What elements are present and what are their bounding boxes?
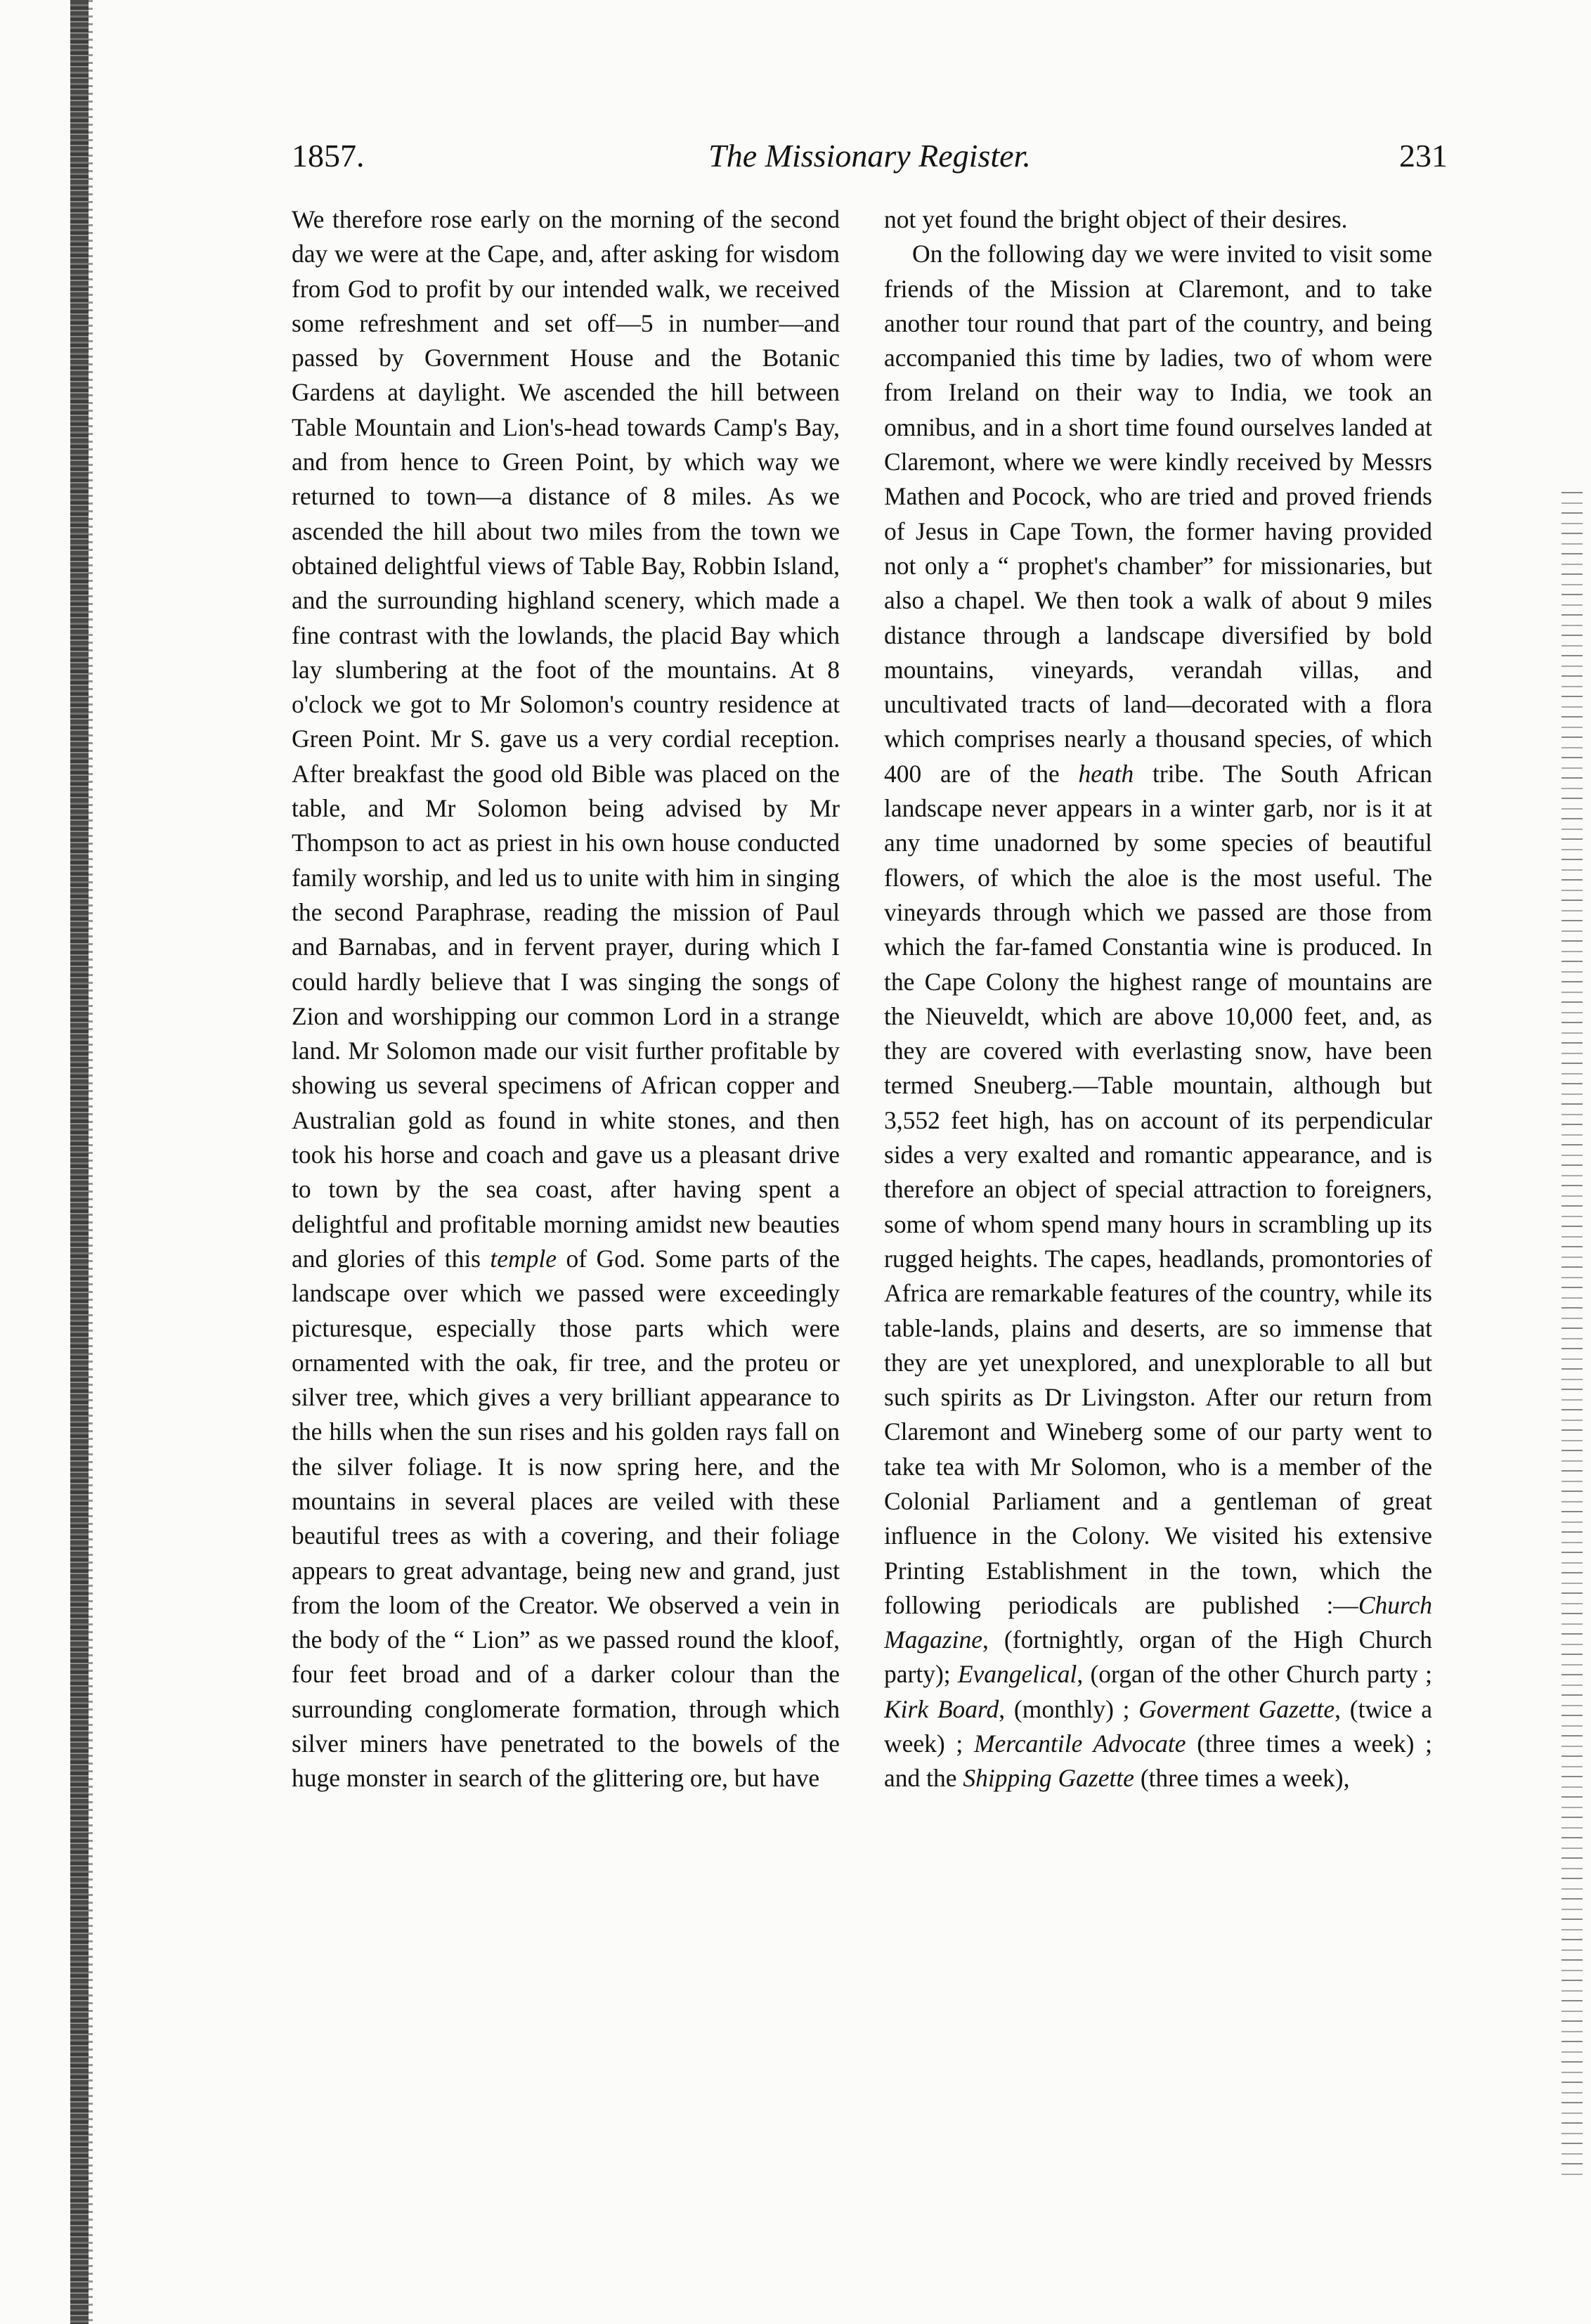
page-binding-shadow	[70, 0, 89, 2324]
text-run: (three times a week),	[1134, 1764, 1350, 1793]
left-column-paragraph	[292, 202, 840, 1796]
header-journal-title: The Missionary Register.	[708, 138, 1031, 174]
page-binding-edge	[89, 0, 93, 2324]
left-column	[292, 202, 840, 2276]
text-run: not yet found the bright object of their desires.	[884, 205, 1348, 233]
text-run-italic: heath	[1078, 759, 1134, 788]
right-column-paragraph-continued	[884, 202, 1432, 237]
text-run: , (fortnightly, organ of the High Church party);	[884, 1625, 1432, 1689]
text-run: We therefore rose early on the morning of the second day we were at the Cape, and, after asking for wisdom from God to profit by our intended walk, we received some refreshment and set off—5 in number—and passed by Government House and the Botanic Gardens at daylight. We ascended the hill between Table Mountain and Lion's-head towards Camp's Bay, and from hence to Green Point, by which way we returned to town—a distance of 8 miles. As we ascended the hill about two miles from the town we obtained delightful views of Table Bay, Robbin Island, and the surrounding highland scenery, which made a fine contrast with the lowlands, the placid Bay which lay slumbering at the foot of the mountains. At 8 o'clock we got to Mr Solomon's country residence at Green Point. Mr S. gave us a very cordial reception. After breakfast the good old Bible was placed on the table, and Mr Solomon being advised by Mr Thompson to act as priest in his own house conducted family worship, and led us to unite with him in singing the second Paraphrase, reading the mission of Paul and Barnabas, and in fervent prayer, during which I could hardly believe that I was singing the songs of Zion and worshipping our common Lord in a strange land. Mr Solomon made our visit further profitable by showing us several specimens of African copper and Australian gold as found in white stones, and then took his horse and coach and gave us a pleasant drive to town by the sea coast, after having spent a delightful and profitable morning amidst new beauties and glories of this	[292, 205, 840, 1273]
right-column-paragraph	[884, 237, 1432, 1796]
periodical-title: Church Magazine	[884, 1590, 1432, 1654]
text-run: , (monthly) ;	[999, 1694, 1139, 1723]
right-column	[884, 202, 1432, 2276]
periodical-title: Evangelical	[957, 1660, 1077, 1689]
header-year: 1857.	[292, 138, 365, 174]
page-right-edge-bleed	[1561, 492, 1583, 2179]
text-run: of God. Some parts of the landscape over which we passed were exceedingly picturesque, especially those parts which were ornamented with the oak, fir tree, and the proteu or silver tree, which gives a very brilliant appearance to the hills when the sun rises and his golden rays fall on the silver foliage. It is now spring here, and the mountains in several places are veiled with these beautiful trees as with a covering, and their foliage appears to great advantage, being new and grand, just from the loom of the Creator. We observed a vein in the body of the “ Lion” as we passed round the kloof, four feet broad and of a darker colour than the surrounding conglomerate formation, through which silver miners have penetrated to the bowels of the huge monster in search of the glittering ore, but have	[292, 1244, 840, 1793]
text-run: On the following day we were invited to visit some friends of the Mission at Claremont, and to take another tour round that part of the country, and being accompanied this time by ladies, two of whom were from Ireland on their way to India, we took an omnibus, and in a short time found ourselves landed at Claremont, where we were kindly received by Messrs Mathen and Pocock, who are tried and proved friends of Jesus in Cape Town, the former having provided not only a “ prophet's chamber” for missionaries, but also a chapel. We then took a walk of about 9 miles distance through a landscape diversified by bold mountains, vineyards, verandah villas, and uncultivated tracts of land—decorated with a flora which comprises nearly a thousand species, of which 400 are of the	[884, 240, 1432, 788]
text-run: tribe. The South African landscape never appears in a winter garb, nor is it at any time unadorned by some species of beautiful flowers, of which the aloe is the most useful. The vineyards through which we passed are those from which the far-famed Constantia wine is produced. In the Cape Colony the highest range of mountains are the Nieuveldt, which are above 10,000 feet, and, as they are covered with everlasting snow, have been termed Sneuberg.—Table mountain, although but 3,552 feet high, has on account of its perpendicular sides a very exalted and romantic appearance, and is therefore an object of special attraction to foreigners, some of whom spend many hours in scrambling up its rugged heights. The capes, headlands, promontories of Africa are remarkable features of the country, while its table-lands, plains and deserts, are so immense that they are yet unexplored, and unexplorable to all but such spirits as Dr Livingston. After our return from Claremont and Wineberg some of our party went to take tea with Mr Solomon, who is a member of the Colonial Parliament and a gentleman of great influence in the Colony. We visited his extensive Printing Establishment in the town, which the following periodicals are published :—	[884, 759, 1432, 1619]
text-run: , (organ of the other Church party ;	[1077, 1660, 1432, 1689]
periodical-title: Mercantile Advocate	[973, 1729, 1186, 1758]
header-page-number: 231	[1399, 138, 1448, 174]
periodical-title: Shipping Gazette	[963, 1764, 1134, 1793]
periodical-title: Goverment Gazette	[1138, 1694, 1335, 1723]
periodical-title: Kirk Board	[884, 1694, 999, 1723]
text-run-italic: temple	[490, 1244, 557, 1273]
text-run: (three times a week) ; and the	[884, 1729, 1432, 1793]
running-header	[292, 134, 1448, 178]
text-run: , (twice a week) ;	[884, 1694, 1432, 1758]
